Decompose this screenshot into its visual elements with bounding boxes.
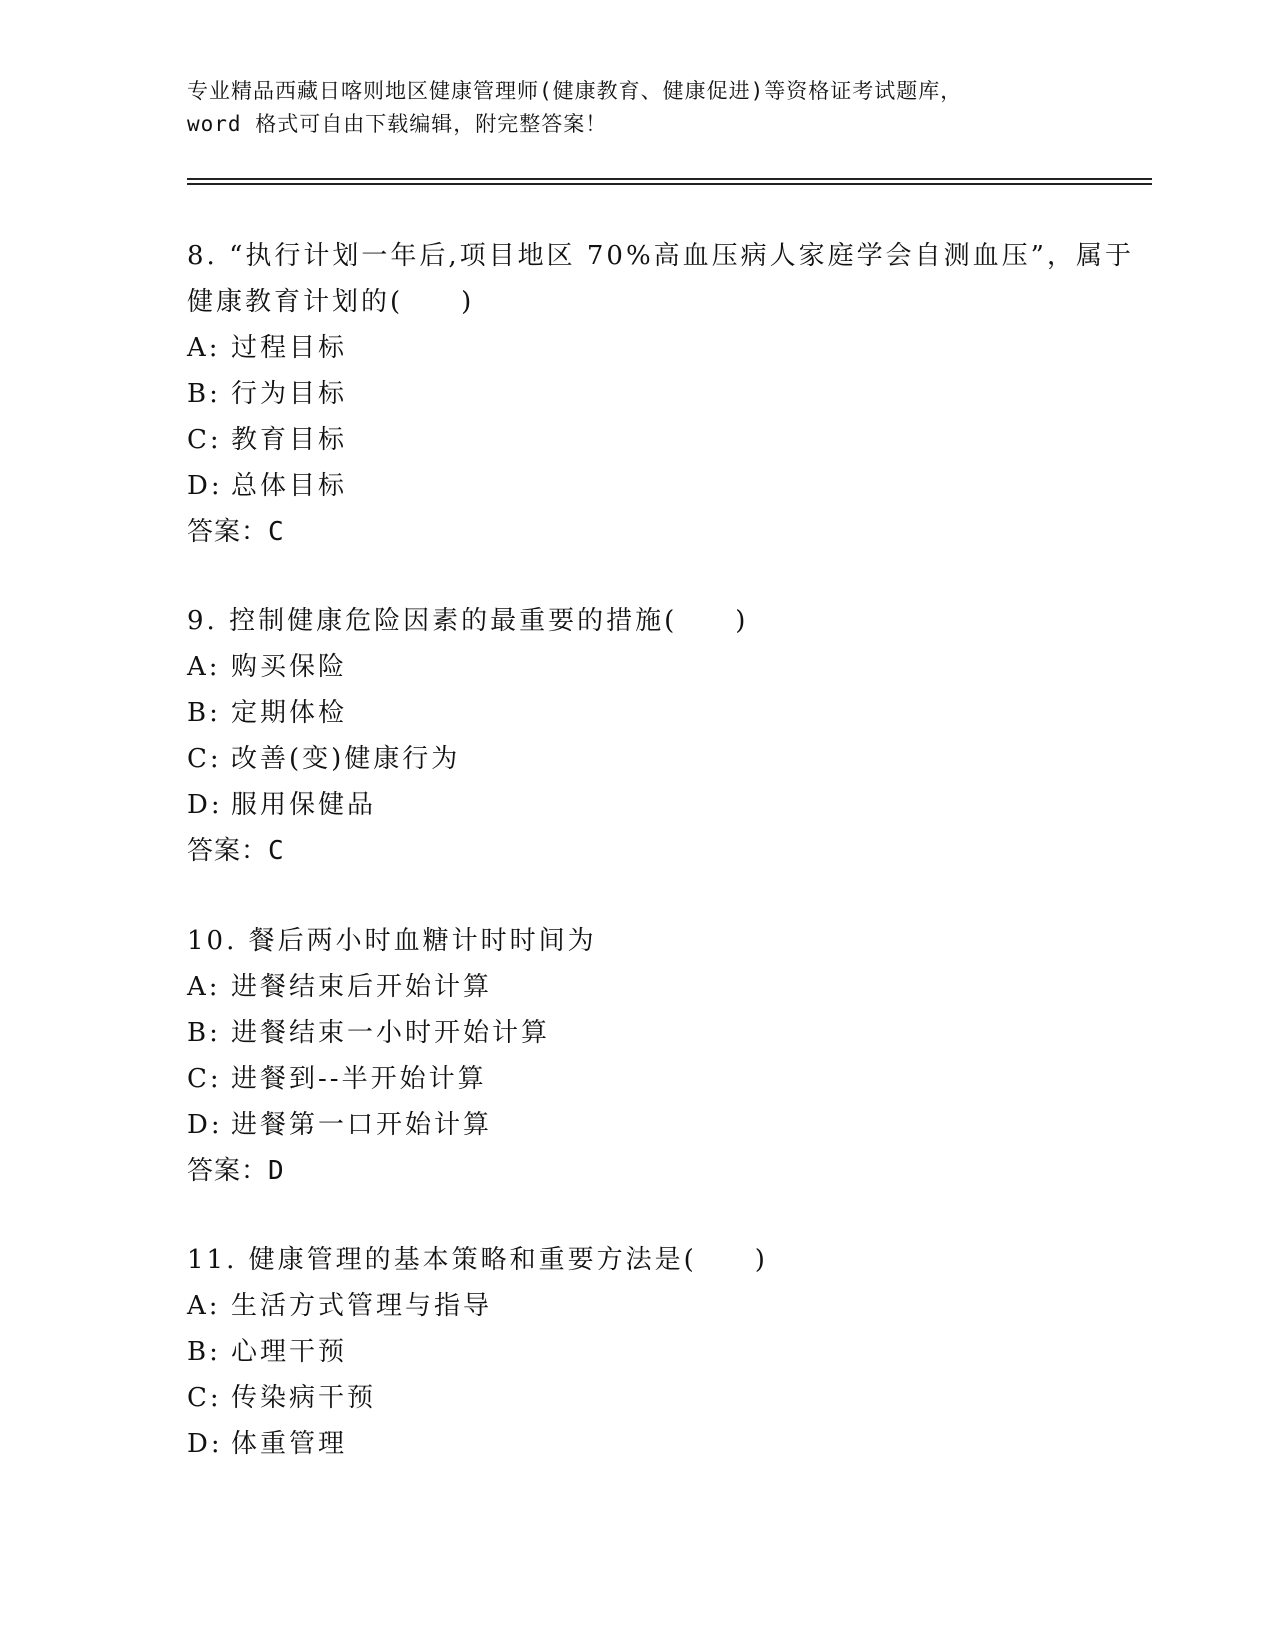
option-letter: D: — [187, 1110, 223, 1140]
option-letter: A: — [187, 333, 221, 363]
option-c — [187, 1375, 1152, 1421]
header-divider-top — [187, 178, 1152, 180]
answer-line: 答案：D — [187, 1156, 285, 1186]
header-divider-bottom — [187, 183, 1152, 185]
option-b — [187, 1010, 1152, 1056]
option-text: 生活方式管理与指导 — [231, 1291, 493, 1321]
option-letter: A: — [187, 652, 221, 682]
question-title: 9. 控制健康危险因素的最重要的措施( ) — [187, 606, 749, 636]
option-text: 改善(变)健康行为 — [231, 744, 461, 774]
question-title: 10. 餐后两小时血糖计时时间为 — [187, 926, 597, 956]
option-letter: D: — [187, 790, 223, 820]
header-line-2: word 格式可自由下载编辑，附完整答案！ — [187, 112, 608, 136]
option-text: 传染病干预 — [231, 1383, 377, 1413]
option-a — [187, 644, 1152, 690]
option-b — [187, 1329, 1152, 1375]
option-text: 行为目标 — [231, 379, 348, 409]
option-c — [187, 417, 1152, 463]
option-letter: C: — [187, 1383, 222, 1413]
header-line-1: 专业精品西藏日喀则地区健康管理师(健康教育、健康促进)等资格证考试题库， — [187, 79, 963, 103]
question-title: 8. “执行计划一年后,项目地区 70%高血压病人家庭学会自测血压”，属于健康教育计划的( ) — [187, 241, 1134, 317]
option-text: 总体目标 — [231, 471, 348, 501]
option-letter: A: — [187, 972, 221, 1002]
option-letter: D: — [187, 1429, 223, 1459]
option-text: 服用保健品 — [231, 790, 377, 820]
option-letter: B: — [187, 698, 221, 728]
option-letter: B: — [187, 379, 221, 409]
option-a — [187, 325, 1152, 371]
option-text: 进餐结束一小时开始计算 — [231, 1018, 551, 1048]
option-text: 购买保险 — [231, 652, 348, 682]
option-d — [187, 463, 1152, 509]
option-a — [187, 964, 1152, 1010]
option-b — [187, 371, 1152, 417]
question-11 — [187, 1237, 1152, 1467]
option-text: 进餐到--半开始计算 — [231, 1064, 487, 1094]
option-d — [187, 1102, 1152, 1148]
question-title: 11. 健康管理的基本策略和重要方法是( ) — [187, 1245, 768, 1275]
option-letter: C: — [187, 744, 222, 774]
option-letter: D: — [187, 471, 223, 501]
option-text: 定期体检 — [231, 698, 348, 728]
option-d — [187, 782, 1152, 828]
question-9 — [187, 598, 1152, 874]
answer-line: 答案：C — [187, 836, 285, 866]
option-letter: B: — [187, 1018, 221, 1048]
answer-line: 答案：C — [187, 517, 285, 547]
option-letter: A: — [187, 1291, 221, 1321]
option-a — [187, 1283, 1152, 1329]
option-letter: C: — [187, 425, 222, 455]
option-text: 教育目标 — [231, 425, 348, 455]
document-header — [187, 75, 1087, 141]
option-d — [187, 1421, 1152, 1467]
option-c — [187, 736, 1152, 782]
question-10 — [187, 918, 1152, 1194]
option-text: 进餐第一口开始计算 — [231, 1110, 493, 1140]
option-c — [187, 1056, 1152, 1102]
option-text: 进餐结束后开始计算 — [231, 972, 493, 1002]
option-text: 过程目标 — [231, 333, 348, 363]
question-8 — [187, 233, 1152, 555]
option-b — [187, 690, 1152, 736]
option-letter: C: — [187, 1064, 222, 1094]
option-text: 心理干预 — [231, 1337, 348, 1367]
option-letter: B: — [187, 1337, 221, 1367]
option-text: 体重管理 — [231, 1429, 348, 1459]
